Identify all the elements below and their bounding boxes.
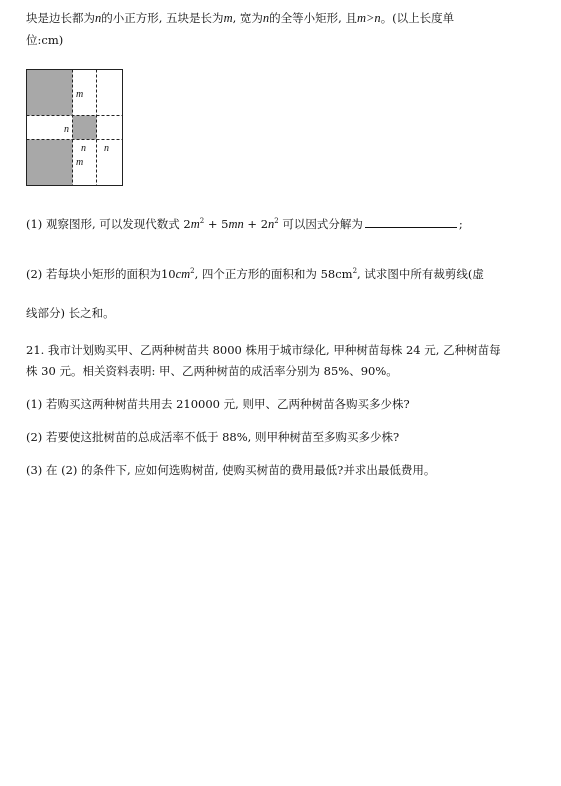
shaded-square-bottom-left <box>27 140 73 186</box>
label-n-bottom-1: n <box>81 143 86 154</box>
problem-21-q2: (2) 若要使这批树苗的总成活率不低于 88%, 则甲种树苗至多购买多少株? <box>26 430 400 444</box>
var-n: n <box>95 11 102 25</box>
exponent: 2 <box>190 267 195 275</box>
exponent: 2 <box>199 217 205 225</box>
var-n: n <box>268 217 275 231</box>
answer-blank[interactable] <box>365 216 457 228</box>
q1-prefix: (1) 观察图形, 可以发现代数式 2 <box>26 217 191 231</box>
var-mn: mn <box>228 217 244 231</box>
exponent: 2 <box>352 267 358 275</box>
var-m: m <box>190 217 200 231</box>
q1-text: + 5 <box>204 217 229 231</box>
shaded-square-center <box>73 116 97 140</box>
q1-text: + 2 <box>243 217 269 231</box>
figure-svg <box>26 69 123 186</box>
unit-cm: cm <box>175 267 191 281</box>
var-n: n <box>262 11 270 25</box>
intro-text: 的全等小矩形, 且 <box>269 11 357 25</box>
q1-text: 可以因式分解为 <box>278 217 363 231</box>
label-m-bottom: m <box>76 157 84 168</box>
shaded-square-top-left <box>27 70 73 116</box>
q2-text: (2) 若每块小矩形的面积为10 <box>26 267 176 281</box>
label-n-bottom-2: n <box>104 143 109 154</box>
q2-text: , 试求图中所有裁剪线(虚 <box>357 267 484 281</box>
var-m: m <box>223 11 233 25</box>
intro-line-2: 位:cm) <box>26 33 64 47</box>
problem-21-line-1: 21. 我市计划购买甲、乙两种树苗共 8000 株用于城市绿化, 甲种树苗每株 24 元, 乙种树苗每 <box>26 343 501 357</box>
label-m-top: m <box>76 89 84 100</box>
intro-text: , 宽为 <box>232 11 263 25</box>
problem-21-line-2: 株 30 元。相关资料表明: 甲、乙两种树苗的成活率分别为 85%、90%。 <box>26 364 398 378</box>
intro-text: 块是边长都为 <box>26 11 95 25</box>
intro-line-1 <box>26 10 454 26</box>
cut-rectangle-figure <box>26 69 123 186</box>
problem-21-q3: (3) 在 (2) 的条件下, 应如何选购树苗, 使购买树苗的费用最低?并求出最低费用。 <box>26 463 436 477</box>
label-n-left: n <box>64 124 69 135</box>
question-2-line-1 <box>26 266 484 282</box>
question-2-line-2: 线部分) 长之和。 <box>26 306 115 320</box>
inequality: m>n <box>356 11 381 25</box>
q1-end: ; <box>458 217 463 231</box>
question-1 <box>26 216 463 232</box>
intro-text: 的小正方形, 五块是长为 <box>101 11 224 25</box>
q2-text: , 四个正方形的面积和为 58cm <box>194 267 353 281</box>
problem-21-q1: (1) 若购买这两种树苗共用去 210000 元, 则甲、乙两种树苗各购买多少株? <box>26 397 410 411</box>
intro-text: 。(以上长度单 <box>380 11 455 25</box>
exponent: 2 <box>274 217 279 225</box>
